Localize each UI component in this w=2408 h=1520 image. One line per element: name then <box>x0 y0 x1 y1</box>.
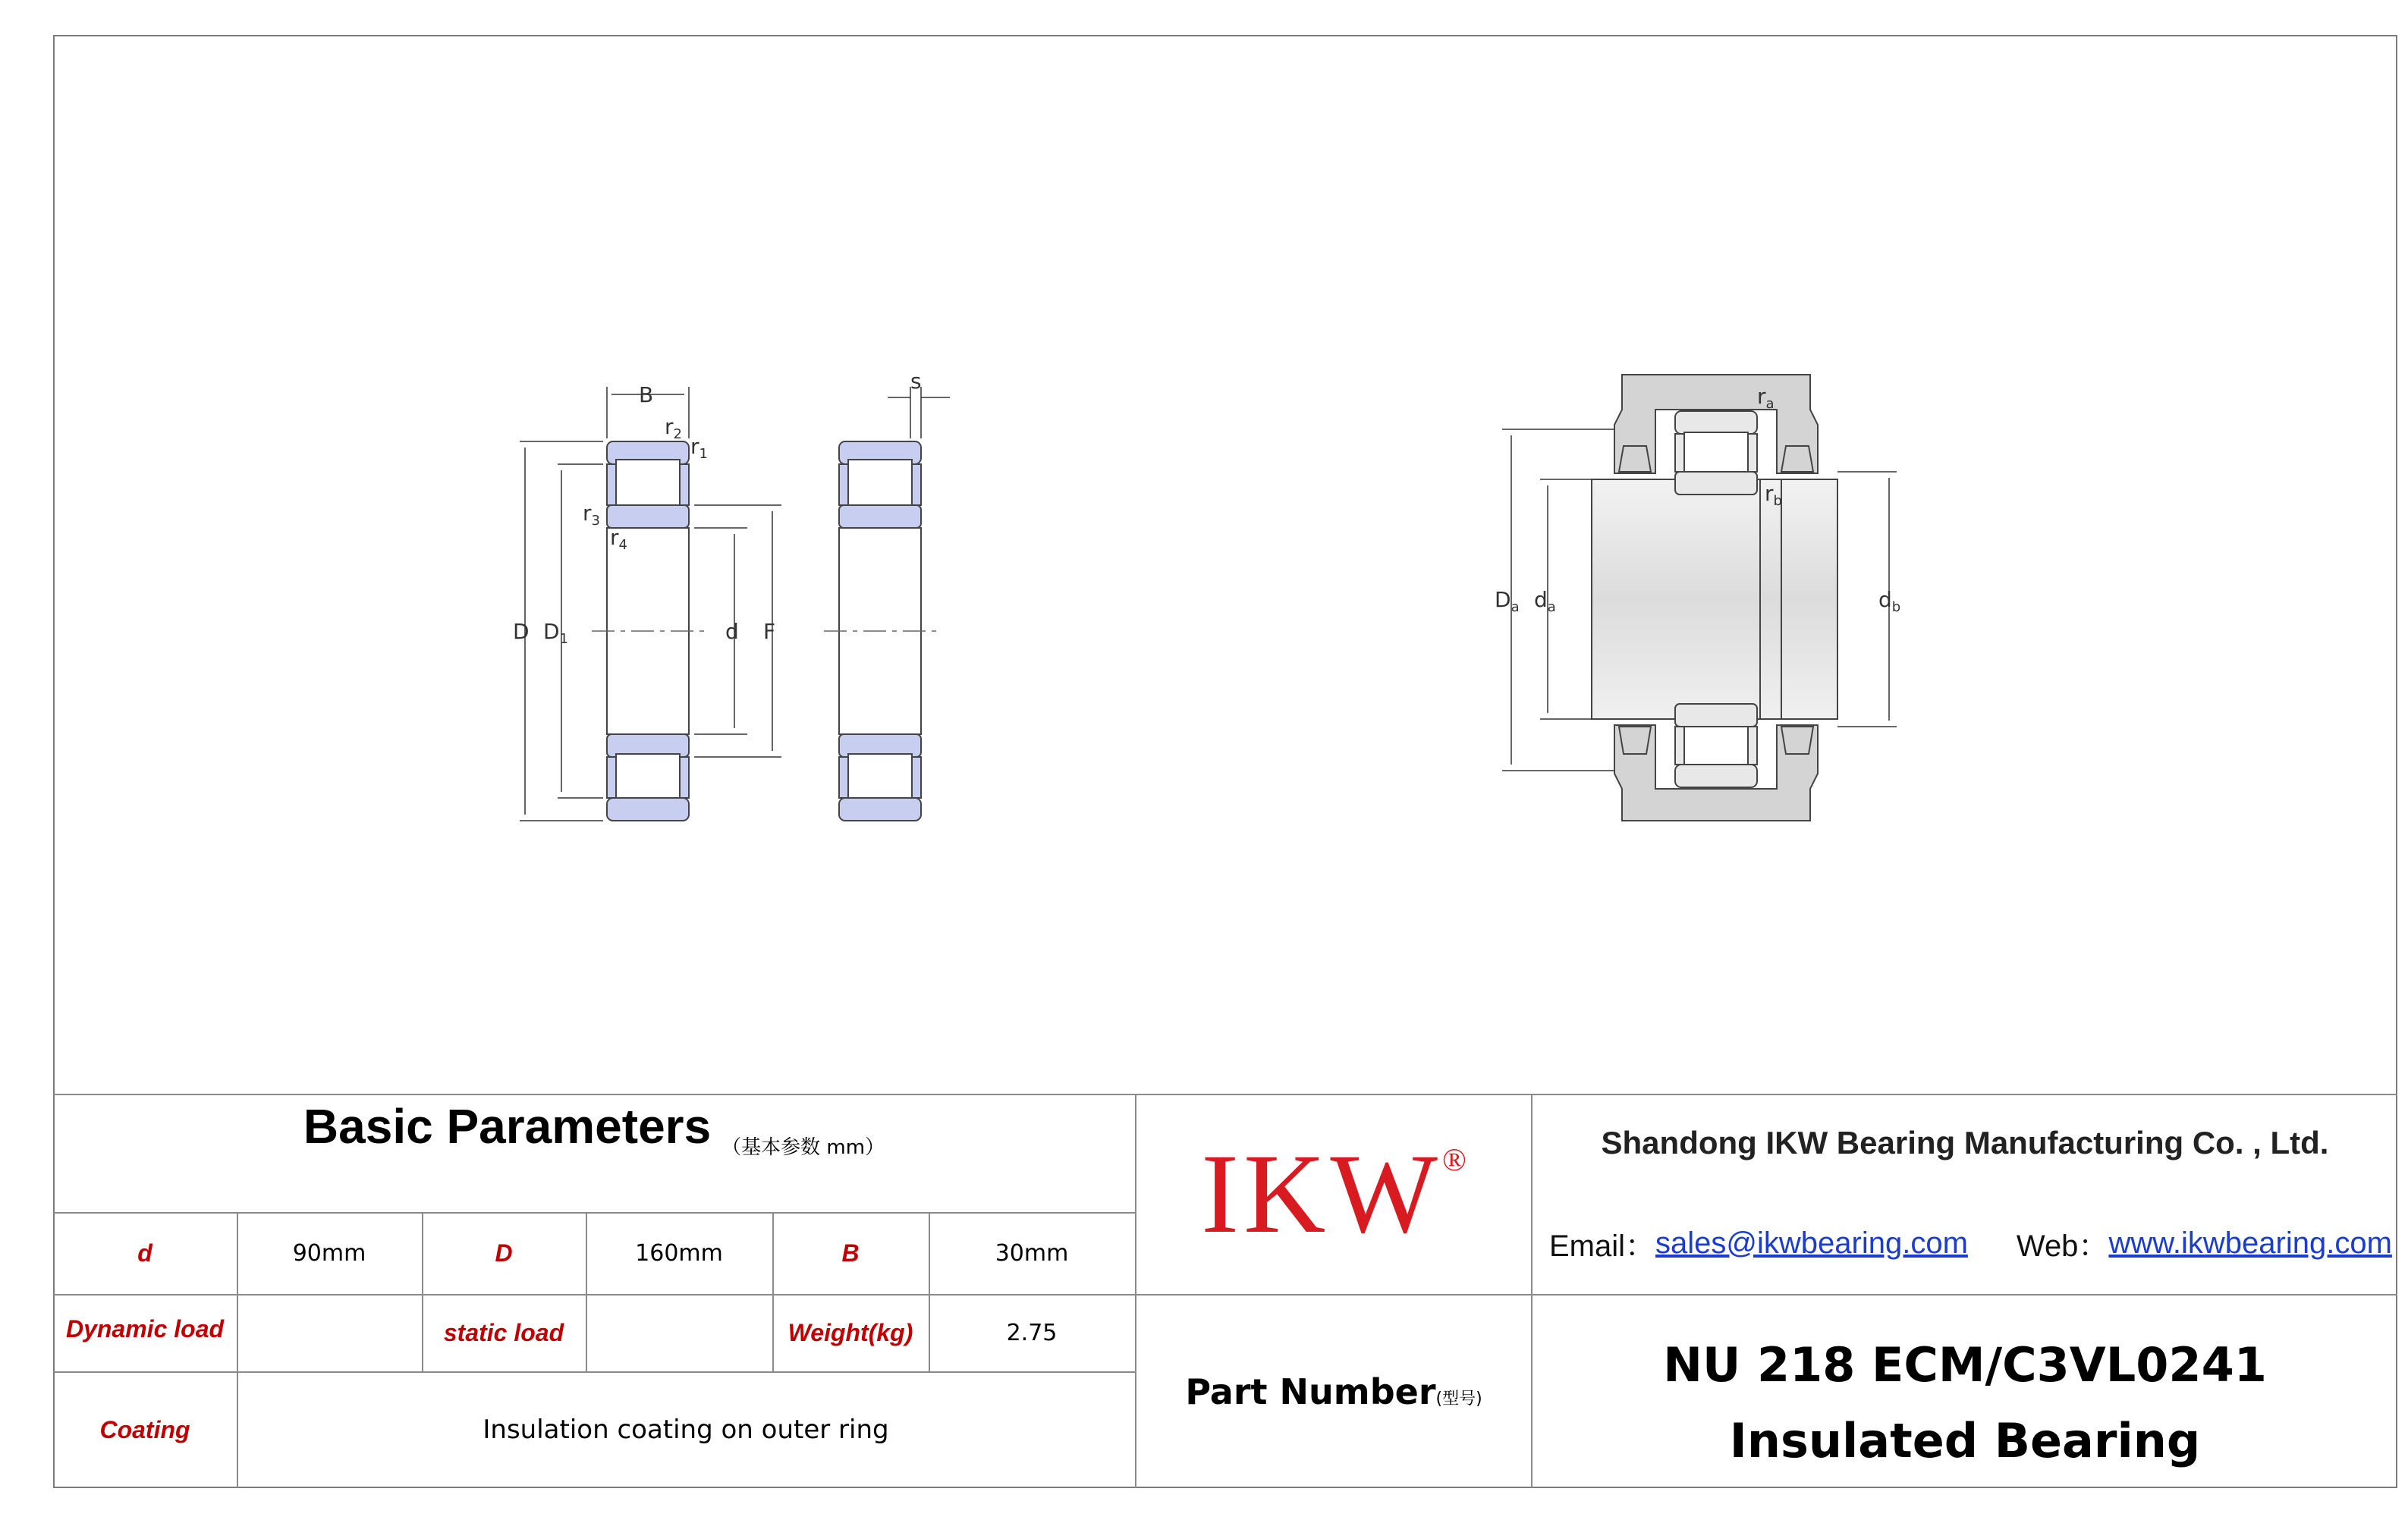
part-number-label: Part Number <box>1185 1371 1436 1412</box>
company-name: Shandong IKW Bearing Manufacturing Co. , Ltd. <box>1601 1125 2329 1160</box>
param-static-value <box>586 1294 772 1371</box>
title-block <box>53 1094 2397 1488</box>
params-header <box>53 1094 1135 1212</box>
part-number-label-cn: (型号) <box>1435 1390 1482 1409</box>
registered-mark: ® <box>1441 1143 1466 1178</box>
part-number-label-cell <box>1136 1295 1531 1488</box>
email-link[interactable]: sales@ikwbearing.com <box>1655 1226 1968 1260</box>
param-d-label: d <box>137 1239 152 1267</box>
params-subtitle: （基本参数 mm） <box>721 1136 885 1159</box>
param-D-value: 160mm <box>635 1239 723 1267</box>
param-dynamic-label: Dynamic load <box>65 1315 225 1343</box>
dim-label-r3: $r_3$ <box>583 501 600 529</box>
dimension-lines-s <box>888 387 950 438</box>
param-d-value: 90mm <box>292 1239 366 1267</box>
dim-label-s: s <box>910 369 922 394</box>
param-coating-label: Coating <box>99 1415 190 1443</box>
dim-label-Da: $D_a$ <box>1495 587 1520 615</box>
contact-row <box>1533 1192 2397 1294</box>
param-B-label: B <box>841 1239 860 1267</box>
email-label: Email： <box>1549 1229 1656 1263</box>
dim-label-rb: $r_b$ <box>1765 481 1782 509</box>
dim-label-D: D <box>513 619 530 644</box>
param-B-value: 30mm <box>995 1239 1069 1267</box>
param-weight-value: 2.75 <box>1006 1319 1058 1346</box>
dim-label-db: $d_b$ <box>1878 587 1901 615</box>
dim-label-r2: $r_2$ <box>665 414 682 442</box>
param-static-label: static load <box>443 1318 564 1346</box>
param-dynamic-value <box>237 1294 422 1371</box>
param-D-label: D <box>495 1239 513 1267</box>
dim-label-r1: $r_1$ <box>690 434 708 462</box>
ikw-logo <box>1136 1094 1531 1294</box>
param-weight-label: Weight(kg) <box>787 1318 913 1346</box>
param-coating-value: Insulation coating on outer ring <box>483 1415 889 1445</box>
mounting-arrangement-view <box>1592 375 1837 821</box>
dim-label-F: F <box>763 619 776 644</box>
logo-text: IKW <box>1201 1131 1442 1257</box>
dim-label-ra: $r_a$ <box>1757 384 1775 412</box>
dim-label-B: B <box>639 382 654 407</box>
dim-label-da: $d_a$ <box>1534 587 1556 615</box>
params-title: Basic Parameters <box>303 1099 712 1154</box>
web-link[interactable]: www.ikwbearing.com <box>2108 1226 2392 1260</box>
dim-label-r4: $r_4$ <box>610 525 627 553</box>
dim-label-D1: $D_1$ <box>543 619 569 647</box>
dim-label-d: d <box>725 619 739 644</box>
bearing-type: Insulated Bearing <box>1729 1412 2201 1468</box>
part-number-value: NU 218 ECM/C3VL0241 <box>1663 1337 2267 1393</box>
web-label: Web： <box>2016 1229 2109 1263</box>
